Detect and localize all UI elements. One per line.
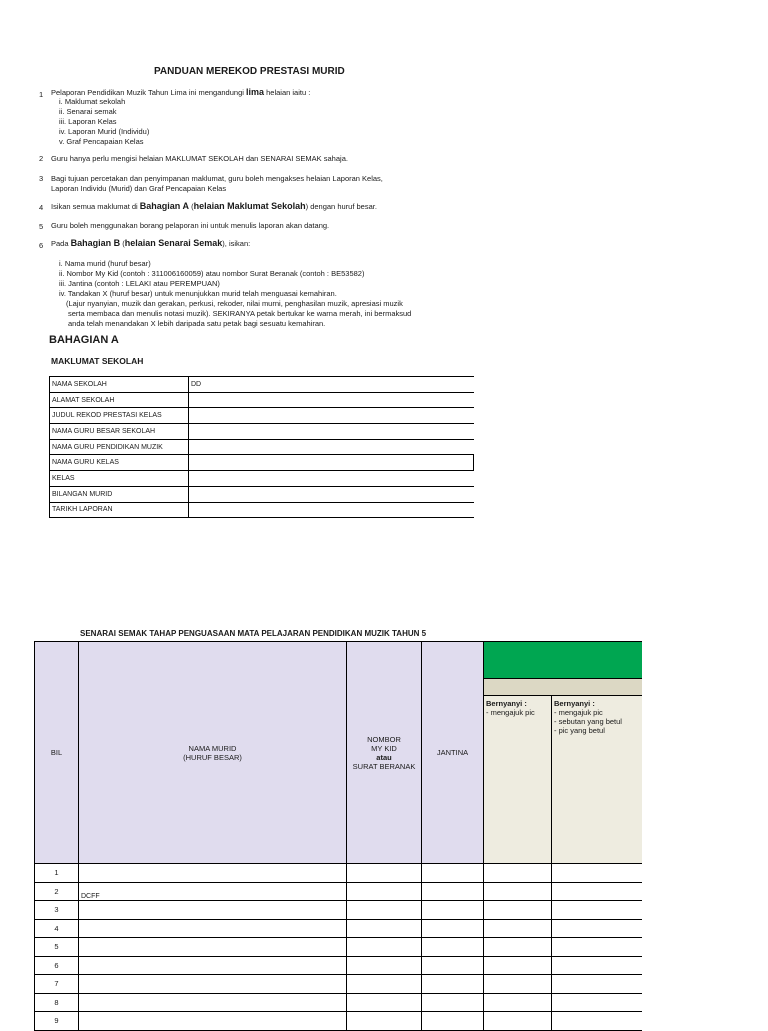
student-name-cell[interactable] xyxy=(79,956,347,975)
field-label: BILANGAN MURID xyxy=(50,486,189,502)
field-label: NAMA GURU PENDIDIKAN MUZIK xyxy=(50,439,189,455)
skill-1-cell[interactable] xyxy=(484,993,552,1012)
field-label: KELAS xyxy=(50,471,189,487)
skill-2-cell[interactable] xyxy=(552,919,642,938)
table-row xyxy=(35,1012,642,1031)
row-number: 7 xyxy=(35,975,79,994)
instruction-1-post: helaian iaitu : xyxy=(264,88,311,97)
instruction-6-pre: Pada xyxy=(51,239,71,248)
row-number: 2 xyxy=(35,882,79,901)
mykid-cell[interactable] xyxy=(347,882,422,901)
instruction-4-mid: ( xyxy=(188,202,194,211)
instruction-3-line-2: Laporan Individu (Murid) dan Graf Pencapaian Kelas xyxy=(51,184,227,193)
section-a-subheading: MAKLUMAT SEKOLAH xyxy=(51,356,144,366)
list-item: i. Maklumat sekolah xyxy=(59,97,126,106)
skill-1-cell[interactable] xyxy=(484,882,552,901)
row-number: 9 xyxy=(35,1012,79,1031)
field-input[interactable] xyxy=(189,471,474,487)
nama-header-line-2: (HURUF BESAR) xyxy=(183,752,242,762)
instruction-4-post: ) dengan huruf besar. xyxy=(305,202,377,211)
section-a-heading: BAHAGIAN A xyxy=(49,334,119,346)
instruction-6-bold-2: helaian Senarai Semak xyxy=(124,238,223,248)
nombor-header xyxy=(347,642,422,864)
field-label: ALAMAT SEKOLAH xyxy=(50,392,189,408)
table-row xyxy=(35,956,642,975)
instruction-4-pre: Isikan semua maklumat di xyxy=(51,202,140,211)
instruction-6-list xyxy=(59,259,411,329)
list-item: v. Graf Pencapaian Kelas xyxy=(59,137,144,146)
student-name-cell[interactable]: DCFF xyxy=(79,882,347,901)
field-input[interactable] xyxy=(189,424,474,440)
list-item: iv. Tandakan X (huruf besar) untuk menunjukkan murid telah menguasai kemahiran. xyxy=(59,289,337,298)
gender-cell[interactable] xyxy=(422,993,484,1012)
instruction-3-text xyxy=(51,174,383,194)
gender-cell[interactable] xyxy=(422,882,484,901)
table-row xyxy=(35,993,642,1012)
student-name-cell[interactable] xyxy=(79,993,347,1012)
table-row xyxy=(50,486,474,502)
mykid-cell[interactable] xyxy=(347,993,422,1012)
skill-2-cell[interactable] xyxy=(552,975,642,994)
skill-2-cell[interactable] xyxy=(552,938,642,957)
list-item: ii. Nombor My Kid (contoh : 311006160059) atau nombor Surat Beranak (contoh : BE53582) xyxy=(59,269,365,278)
field-input[interactable] xyxy=(189,439,474,455)
field-input[interactable]: DD xyxy=(189,377,474,393)
row-number: 6 xyxy=(35,956,79,975)
list-item: iv. Laporan Murid (Individu) xyxy=(59,127,150,136)
table-row xyxy=(50,471,474,487)
student-name-cell[interactable] xyxy=(79,864,347,883)
field-label: JUDUL REKOD PRESTASI KELAS xyxy=(50,408,189,424)
student-name-cell[interactable] xyxy=(79,938,347,957)
instruction-6-bold-1: Bahagian B xyxy=(70,238,121,248)
list-item: anda telah menandakan X lebih daripada satu petak bagi sesuatu kemahiran. xyxy=(68,319,326,328)
gender-cell[interactable] xyxy=(422,1012,484,1031)
skill-2-header xyxy=(552,696,642,864)
mykid-cell[interactable] xyxy=(347,901,422,920)
instruction-6-text xyxy=(51,238,250,249)
field-label: NAMA SEKOLAH xyxy=(50,377,189,393)
skill-1-header xyxy=(484,696,552,864)
checklist-title: SENARAI SEMAK TAHAP PENGUASAAN MATA PELAJARAN PENDIDIKAN MUZIK TAHUN 5 xyxy=(80,629,427,638)
gender-cell[interactable] xyxy=(422,864,484,883)
instruction-3-line-1: Bagi tujuan percetakan dan penyimpanan maklumat, guru boleh mengakses helaian Laporan Kelas, xyxy=(51,174,383,183)
mykid-cell[interactable] xyxy=(347,938,422,957)
skill-2-cell[interactable] xyxy=(552,956,642,975)
table-row xyxy=(35,882,642,901)
skill-2-item: - pic yang betul xyxy=(554,726,605,735)
gender-cell[interactable] xyxy=(422,919,484,938)
instruction-4-bold-2: helaian Maklumat Sekolah xyxy=(193,201,306,211)
list-item: iii. Laporan Kelas xyxy=(59,117,117,126)
list-item: ii. Senarai semak xyxy=(59,107,117,116)
skill-2-item: - mengajuk pic xyxy=(554,708,603,717)
gender-cell[interactable] xyxy=(422,956,484,975)
list-item: serta membaca dan menulis notasi muzik). SEKIRANYA petak bertukar ke warna merah, ini bermaksud xyxy=(68,309,412,318)
instruction-2-text: Guru hanya perlu mengisi helaian MAKLUMAT SEKOLAH dan SENARAI SEMAK sahaja. xyxy=(51,154,348,163)
gender-cell[interactable] xyxy=(422,975,484,994)
nombor-header-line-1: NOMBOR xyxy=(367,734,401,744)
school-info-table xyxy=(49,376,474,518)
mykid-cell[interactable] xyxy=(347,975,422,994)
table-row xyxy=(50,424,474,440)
table-row xyxy=(35,938,642,957)
instruction-1-number: 1 xyxy=(39,90,44,99)
row-number: 5 xyxy=(35,938,79,957)
skill-1-cell[interactable] xyxy=(484,864,552,883)
instruction-1-pre: Pelaporan Pendidikan Muzik Tahun Lima ini mengandungi xyxy=(51,88,246,97)
instruction-4-bold-1: Bahagian A xyxy=(139,201,189,211)
instruction-4-number: 4 xyxy=(39,203,44,212)
gender-cell[interactable] xyxy=(422,901,484,920)
student-name-cell[interactable] xyxy=(79,919,347,938)
table-row xyxy=(50,377,474,393)
table-row xyxy=(50,439,474,455)
header-row-top xyxy=(35,642,642,679)
instruction-5-text: Guru boleh menggunakan borang pelaporan ini untuk menulis laporan akan datang. xyxy=(51,221,330,230)
mykid-cell[interactable] xyxy=(347,919,422,938)
row-number: 3 xyxy=(35,901,79,920)
field-input[interactable] xyxy=(189,486,474,502)
skill-1-cell[interactable] xyxy=(484,938,552,957)
field-label: TARIKH LAPORAN xyxy=(50,502,189,518)
skill-1-title: Bernyanyi : xyxy=(486,699,527,708)
table-row xyxy=(50,408,474,424)
skill-subgroup-header xyxy=(484,679,642,696)
table-row xyxy=(35,919,642,938)
table-row xyxy=(50,455,474,471)
mykid-cell[interactable] xyxy=(347,864,422,883)
student-name-cell[interactable] xyxy=(79,975,347,994)
field-label: NAMA GURU BESAR SEKOLAH xyxy=(50,424,189,440)
skill-2-item: - sebutan yang betul xyxy=(554,717,622,726)
skill-2-cell[interactable] xyxy=(552,882,642,901)
instruction-5-number: 5 xyxy=(39,222,44,231)
mykid-cell[interactable] xyxy=(347,1012,422,1031)
page-title: PANDUAN MEREKOD PRESTASI MURID xyxy=(154,66,345,77)
skill-1-cell[interactable] xyxy=(484,1012,552,1031)
gender-cell[interactable] xyxy=(422,938,484,957)
skill-group-header xyxy=(484,642,642,679)
instruction-1-bold: lima xyxy=(246,87,265,97)
list-item: iii. Jantina (contoh : LELAKI atau PEREMPUAN) xyxy=(59,279,220,288)
skill-2-title: Bernyanyi : xyxy=(554,699,595,708)
instruction-6-post: ), isikan: xyxy=(222,239,251,248)
checklist-table xyxy=(34,641,642,1031)
field-label: NAMA GURU KELAS xyxy=(50,455,189,471)
nama-header-line-1: NAMA MURID xyxy=(188,743,237,753)
instruction-6-mid: ( xyxy=(120,239,125,248)
table-row xyxy=(35,901,642,920)
skill-1-item: - mengajuk pic xyxy=(486,708,535,717)
row-number: 4 xyxy=(35,919,79,938)
bil-header: BIL xyxy=(35,642,79,864)
skill-2-cell[interactable] xyxy=(552,901,642,920)
row-number: 1 xyxy=(35,864,79,883)
instruction-1-list xyxy=(59,97,149,147)
row-number: 8 xyxy=(35,993,79,1012)
student-name-cell[interactable] xyxy=(79,901,347,920)
field-input[interactable] xyxy=(189,392,474,408)
field-input[interactable] xyxy=(189,408,474,424)
skill-1-cell[interactable] xyxy=(484,901,552,920)
table-row xyxy=(50,502,474,518)
nombor-header-line-2: MY KID xyxy=(371,743,397,753)
mykid-cell[interactable] xyxy=(347,956,422,975)
instruction-6-number: 6 xyxy=(39,241,44,250)
skill-2-cell[interactable] xyxy=(552,864,642,883)
skill-1-cell[interactable] xyxy=(484,956,552,975)
table-row xyxy=(35,975,642,994)
field-input[interactable] xyxy=(189,502,474,518)
skill-1-cell[interactable] xyxy=(484,975,552,994)
skill-1-cell[interactable] xyxy=(484,919,552,938)
list-item: (Lajur nyanyian, muzik dan gerakan, perkusi, rekoder, nilai murni, penghasilan muzik, apresiasi muzik xyxy=(66,299,403,308)
jantina-header: JANTINA xyxy=(422,642,484,864)
nombor-header-line-3: atau xyxy=(376,752,392,762)
instruction-4-text xyxy=(51,201,377,212)
table-row xyxy=(35,864,642,883)
nombor-header-line-4: SURAT BERANAK xyxy=(352,761,416,771)
field-input[interactable] xyxy=(189,455,474,471)
student-name-cell[interactable] xyxy=(79,1012,347,1031)
nama-header xyxy=(79,642,347,864)
list-item: i. Nama murid (huruf besar) xyxy=(59,259,151,268)
skill-2-cell[interactable] xyxy=(552,993,642,1012)
table-row xyxy=(50,392,474,408)
skill-2-cell[interactable] xyxy=(552,1012,642,1031)
instruction-3-number: 3 xyxy=(39,174,44,183)
instruction-2-number: 2 xyxy=(39,154,44,163)
